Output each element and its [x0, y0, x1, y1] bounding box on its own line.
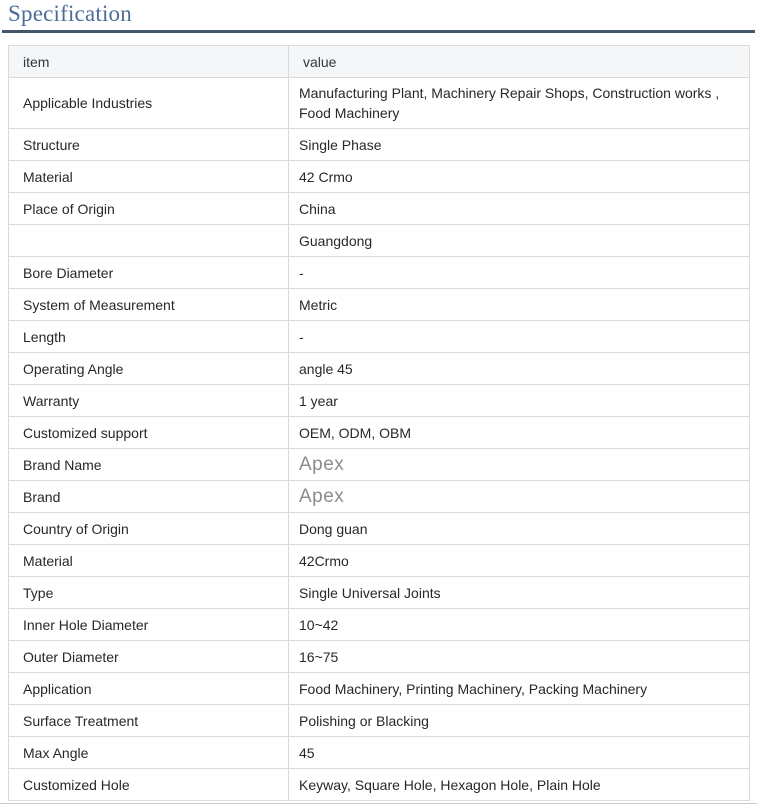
- table-row: [9, 513, 750, 545]
- item-cell: Brand Name: [9, 449, 289, 481]
- item-cell: Application: [9, 673, 289, 705]
- item-cell: [9, 225, 289, 257]
- value-cell: 1 year: [289, 385, 750, 417]
- item-cell: Material: [9, 545, 289, 577]
- value-cell: Metric: [289, 289, 750, 321]
- table-row: [9, 225, 750, 257]
- item-cell: Max Angle: [9, 737, 289, 769]
- value-cell: angle 45: [289, 353, 750, 385]
- table-row: [9, 161, 750, 193]
- value-cell: Manufacturing Plant, Machinery Repair Shops, Construction works , Food Machinery: [289, 78, 750, 129]
- item-cell: Length: [9, 321, 289, 353]
- value-cell: Guangdong: [289, 225, 750, 257]
- item-cell: Place of Origin: [9, 193, 289, 225]
- item-cell: Customized support: [9, 417, 289, 449]
- table-row: [9, 673, 750, 705]
- value-cell: 10~42: [289, 609, 750, 641]
- table-row: [9, 577, 750, 609]
- table-row: [9, 641, 750, 673]
- value-cell: Single Universal Joints: [289, 577, 750, 609]
- column-header-item: item: [9, 46, 289, 78]
- value-cell: -: [289, 257, 750, 289]
- column-header-value: value: [289, 46, 750, 78]
- value-cell: Polishing or Blacking: [289, 705, 750, 737]
- value-cell: 45: [289, 737, 750, 769]
- table-row: [9, 193, 750, 225]
- item-cell: Material: [9, 161, 289, 193]
- table-row: [9, 705, 750, 737]
- item-cell: Warranty: [9, 385, 289, 417]
- item-cell: Brand: [9, 481, 289, 513]
- table-row: [9, 737, 750, 769]
- table-row: [9, 353, 750, 385]
- item-cell: Structure: [9, 129, 289, 161]
- table-row: [9, 449, 750, 481]
- item-cell: Outer Diameter: [9, 641, 289, 673]
- item-cell: Customized Hole: [9, 769, 289, 801]
- title-divider: [2, 30, 755, 33]
- table-row: [9, 129, 750, 161]
- value-cell: 42 Crmo: [289, 161, 750, 193]
- table-row: [9, 481, 750, 513]
- brand-logo-text: Apex: [289, 449, 750, 481]
- item-cell: Applicable Industries: [9, 78, 289, 129]
- item-cell: System of Measurement: [9, 289, 289, 321]
- specification-table: [8, 45, 750, 801]
- item-cell: Inner Hole Diameter: [9, 609, 289, 641]
- item-cell: Type: [9, 577, 289, 609]
- table-header-row: [9, 46, 750, 78]
- value-cell: Food Machinery, Printing Machinery, Packing Machinery: [289, 673, 750, 705]
- value-cell: Dong guan: [289, 513, 750, 545]
- value-cell: 42Crmo: [289, 545, 750, 577]
- table-row: [9, 78, 750, 129]
- table-row: [9, 769, 750, 801]
- value-cell: OEM, ODM, OBM: [289, 417, 750, 449]
- value-cell: Keyway, Square Hole, Hexagon Hole, Plain Hole: [289, 769, 750, 801]
- table-row: [9, 321, 750, 353]
- table-row: [9, 609, 750, 641]
- table-row: [9, 289, 750, 321]
- table-row: [9, 385, 750, 417]
- table-row: [9, 257, 750, 289]
- value-cell: China: [289, 193, 750, 225]
- item-cell: Country of Origin: [9, 513, 289, 545]
- table-row: [9, 545, 750, 577]
- value-cell: Single Phase: [289, 129, 750, 161]
- value-cell: -: [289, 321, 750, 353]
- page-title: Specification: [8, 1, 132, 26]
- table-row: [9, 417, 750, 449]
- value-cell: 16~75: [289, 641, 750, 673]
- brand-logo-text: Apex: [289, 481, 750, 513]
- item-cell: Operating Angle: [9, 353, 289, 385]
- item-cell: Bore Diameter: [9, 257, 289, 289]
- item-cell: Surface Treatment: [9, 705, 289, 737]
